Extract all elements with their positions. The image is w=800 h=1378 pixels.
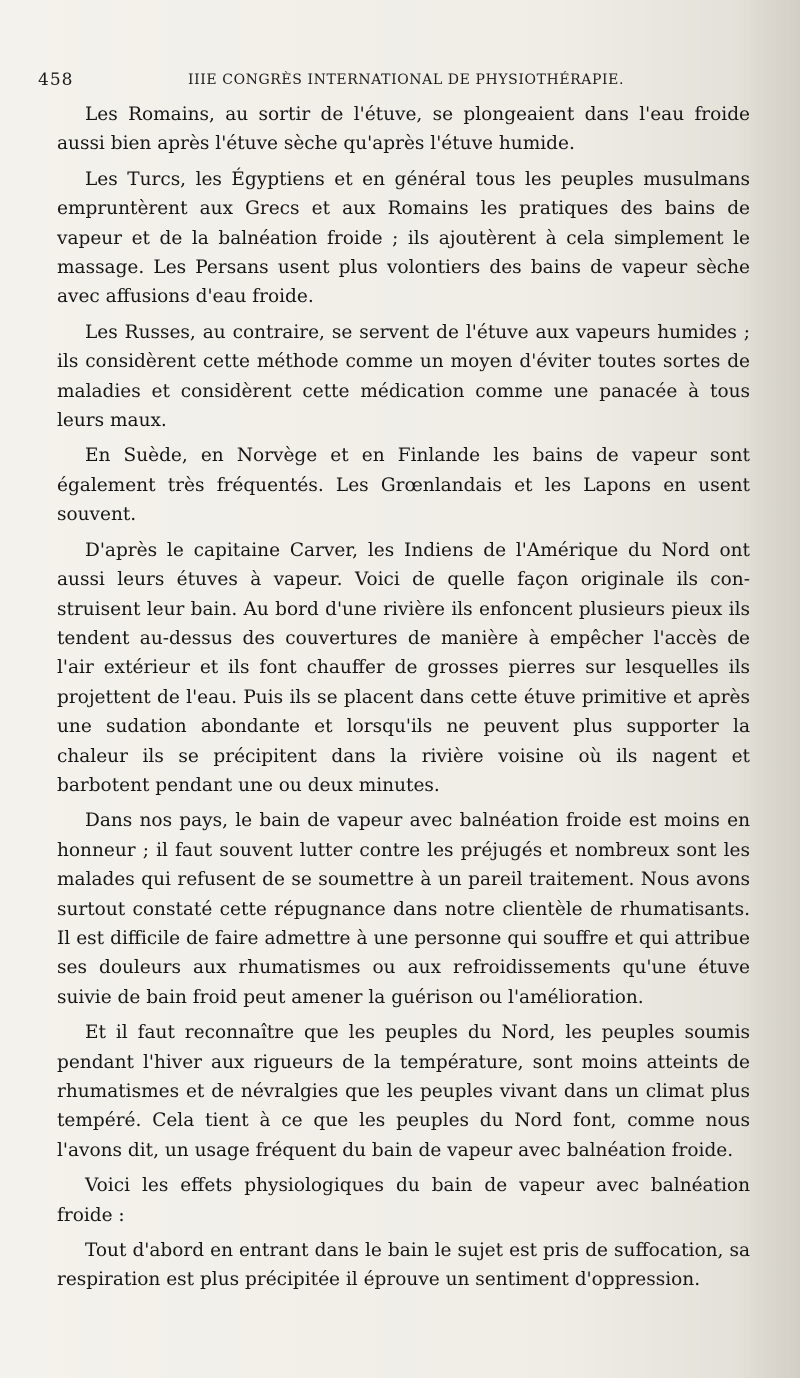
running-title: IIIE CONGRÈS INTERNATIONAL DE PHYSIOTHÉRAPIE. (188, 72, 625, 88)
paragraph: Tout d'abord en entrant dans le bain le sujet est pris de suffocation, sa respiration est plus précipitée il éprouve un sentiment d'oppression. (57, 1240, 750, 1291)
paragraph: Dans nos pays, le bain de vapeur avec balnéation froide est moins en honneur ; il faut souvent lutter contre les préjugés et nombreux sont les malades qui refusent de se soumettre à un pareil traitement. Nous avons surtout constaté cette répugnance dans notre clientèle de rhumatisants. Il est difficile de faire admettre à une personne qui souffre et qui attribue ses douleurs aux rhumatismes ou aux refroidissements qu'une étuve suivie de bain froid peut amener la guérison ou l'amélioration. (57, 810, 750, 1008)
paragraph: D'après le capitaine Carver, les Indiens de l'Amérique du Nord ont aussi leurs étuves à vapeur. Voici de quelle façon originale ils construisent leur bain. Au bord d'une rivière ils enfoncent plusieurs pieux ils tendent au-dessus des couvertures de manière à empêcher l'accès de l'air extérieur et ils font chauffer de grosses pierres sur lesquelles ils projettent de l'eau. Puis ils se placent dans cette étuve primitive et après une sudation abondante et lorsqu'ils ne peuvent plus supporter la chaleur ils se précipitent dans la rivière voisine où ils nagent et barbotent pendant une ou deux minutes. (57, 539, 750, 796)
page-header (38, 70, 778, 94)
paragraph: Et il faut reconnaître que les peuples du Nord, les peuples soumis pendant l'hiver aux rigueurs de la température, sont moins atteints de rhumatismes et de névralgies que les peuples vivant dans un climat plus tempéré. Cela tient à ce que les peuples du Nord font, comme nous l'avons dit, un usage fréquent du bain de vapeur avec balnéation froide. (57, 1022, 750, 1161)
paragraph: En Suède, en Norvège et en Finlande les bains de vapeur sont également très fréquentés. Les Grœnlandais et les Lapons en usent souvent. (57, 445, 750, 526)
page-number: 458 (38, 70, 74, 90)
paragraph: Les Turcs, les Égyptiens et en général tous les peuples musulmans empruntèrent aux Grecs et aux Romains les pratiques des bains de vapeur et de la balnéation froide ; ils ajoutèrent à cela simplement le massage. Les Persans usent plus volontiers des bains de vapeur sèche avec affusions d'eau froide. (57, 168, 750, 308)
paragraph: Voici les effets physiologiques du bain de vapeur avec balnéation froide : (57, 1175, 750, 1226)
paragraph: Les Russes, au contraire, se servent de l'étuve aux vapeurs humides ; ils considèrent cette méthode comme un moyen d'éviter toutes sortes de maladies et considèrent cette médication comme une panacée à tous leurs maux. (57, 321, 750, 432)
body-text (57, 100, 750, 1301)
paragraph: Les Romains, au sortir de l'étuve, se plongeaient dans l'eau froide aussi bien après l'étuve sèche qu'après l'étuve humide. (57, 104, 750, 155)
